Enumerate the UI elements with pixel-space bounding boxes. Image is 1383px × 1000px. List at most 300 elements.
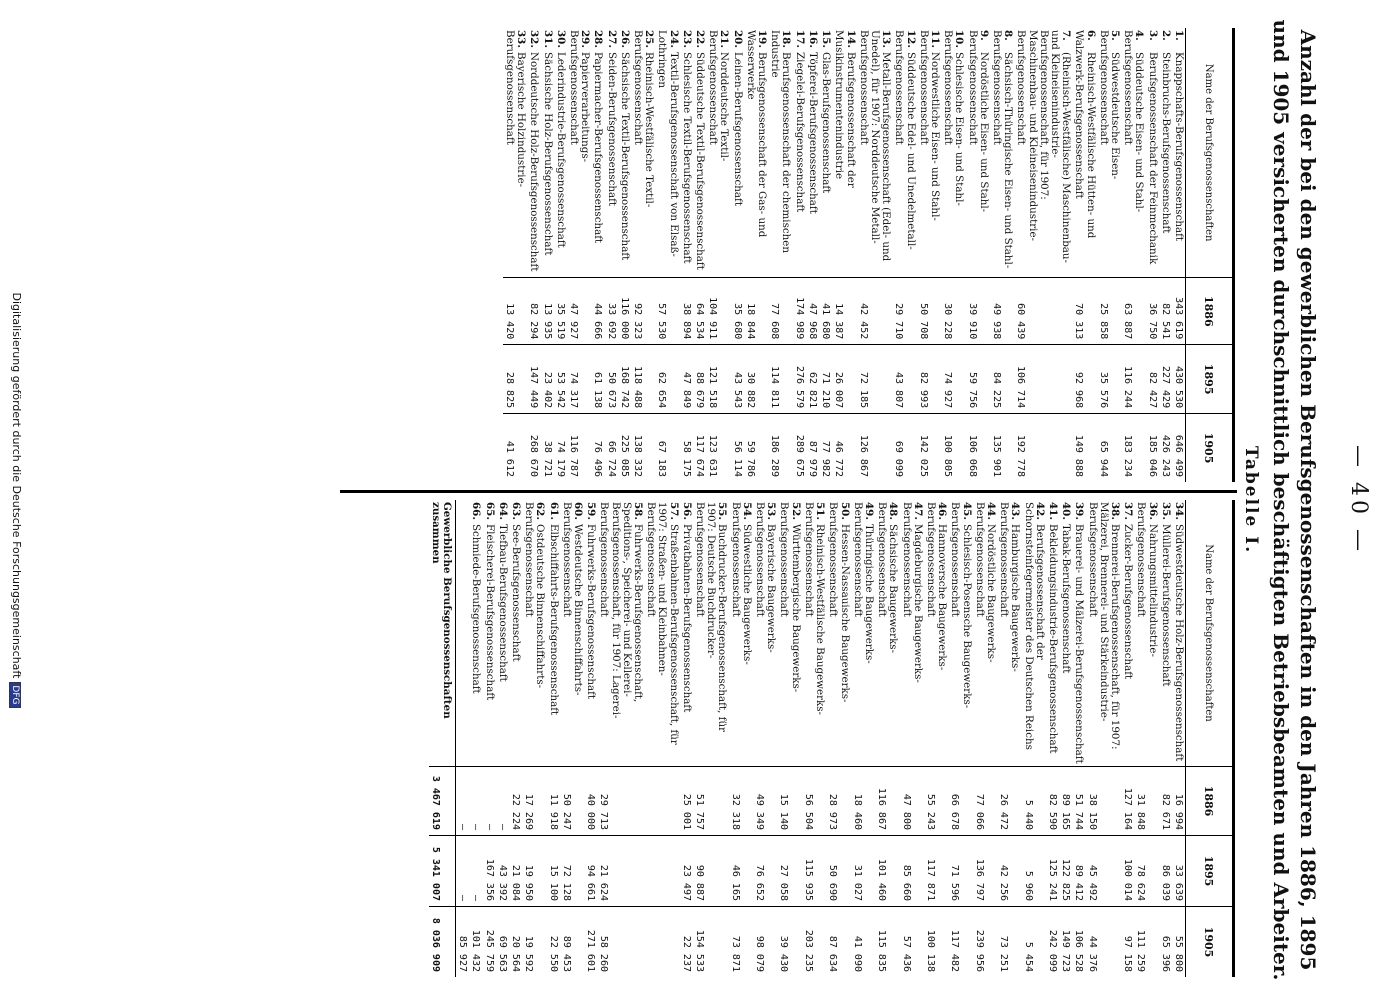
row-name [948, 500, 972, 767]
cell-1886: 51 744 [1072, 767, 1085, 836]
cell-1886: 39 910 [965, 278, 989, 345]
row-name [604, 28, 617, 278]
cell-1905: 106 528 [1073, 929, 1085, 972]
row-number: 22. [694, 30, 707, 48]
cell-1886: 50 247 [560, 767, 584, 836]
row-name [680, 28, 693, 278]
row-label: Westdeutsche Binnenschiffahrts-Berufsgenossenschaft [560, 502, 585, 696]
row-number: 60. [572, 502, 585, 520]
cell-1895: 27 058 [777, 836, 801, 907]
cell-1895: 114 811 [768, 345, 792, 414]
row-label: Norddeutsche Textil-Berufsgenossenschaft [707, 30, 731, 162]
cell-1886: 55 243 [924, 767, 948, 836]
row-label: Lederindustrie-Berufsgenossenschaft [554, 52, 567, 248]
row-name [706, 28, 730, 278]
cell-1905 [644, 907, 680, 978]
row-name [1172, 28, 1186, 278]
cell-1895: 15 100 [546, 836, 559, 907]
cell-1895: 78 624 [1134, 836, 1158, 907]
table-row [832, 28, 856, 482]
cell-1905: 85 927 [457, 935, 469, 972]
table-row [584, 500, 597, 977]
cell-1895: 59 756 [965, 345, 989, 414]
table-row [744, 28, 768, 482]
cell-1886: 15 140 [777, 767, 801, 836]
row-name [899, 500, 923, 767]
row-number: 20. [731, 30, 744, 48]
row-number: 11. [928, 30, 941, 48]
row-label: Sächsische Holz-Berufsgenossenschaft [541, 52, 554, 256]
table-row [990, 28, 1014, 482]
cell-1905: 58 175 [680, 440, 692, 477]
cell-1886: 64 534 [693, 278, 706, 345]
cell-1895: 53 542 [554, 345, 567, 414]
row-label: Tabak-Berufsgenossenschaft [1060, 524, 1073, 674]
row-label: Knappschafts-Berufsgenossenschaft [1173, 52, 1185, 242]
total-label: Gewerbliche Berufsgenossenschaften zusammen [429, 500, 456, 767]
cell-1895: 118 488 [631, 345, 655, 414]
cell-1895: 84 225 [990, 345, 1014, 414]
row-number: 6. [1084, 30, 1097, 41]
cell-1895: 42 256 [997, 836, 1021, 907]
cell-1886: 35 680 [730, 278, 743, 345]
row-name [1085, 500, 1121, 767]
row-label: Süddeutsche Eisen- und Stahl-Berufsgenossenschaft [1122, 30, 1146, 213]
cell-1905: 69 563 [496, 935, 508, 972]
row-label: Fuhrwerks-Berufsgenossenschaft, Speditions-, Speicherei- und Kellerei-Berufsgenossenschaft, für 1907: Lagerei-Berufsgenossenschaft [598, 502, 645, 719]
row-name [584, 500, 597, 767]
row-label: Schlesische Textil-Berufsgenossenschaft [680, 52, 693, 264]
row-name [777, 500, 801, 767]
cell-1895: 71 210 [819, 345, 832, 414]
cell-1905: 41 090 [851, 935, 863, 972]
cell-1895: 71 596 [948, 836, 972, 907]
row-number: 21. [718, 30, 731, 48]
row-label: Metall-Berufsgenossenschaft (Edel- und Unedel), für 1907: Norddeutsche Metall-Berufsgenossenschaft [857, 30, 893, 262]
cell-1905: 646 499 [1173, 434, 1184, 477]
row-name [965, 28, 989, 278]
cell-1905: 268 670 [528, 434, 540, 477]
table-row [948, 500, 972, 977]
row-name [597, 500, 644, 767]
row-name [832, 28, 856, 278]
row-label: Nordöstliche Baugewerks-Berufsgenossenschaft [973, 502, 997, 663]
table-row [560, 500, 584, 977]
cell-1895: 50 690 [826, 836, 850, 907]
cell-1895: 76 652 [753, 836, 777, 907]
left-table [503, 28, 1235, 482]
row-number: 8. [1002, 30, 1015, 41]
cell-1886: 38 150 [1085, 767, 1121, 836]
footer-text: Digitalisierung gefördert durch die Deutsche Forschungsgemeinschaft [10, 292, 23, 679]
cell-1886: 116 867 [875, 767, 899, 836]
cell-1905: 66 724 [605, 440, 617, 477]
cell-1905: 225 085 [618, 434, 630, 477]
cell-1905: 289 675 [793, 434, 805, 477]
row-label: Tiefbau-Berufsgenossenschaft [496, 524, 509, 682]
row-name [997, 500, 1021, 767]
cell-1886: 82 590 [1046, 767, 1059, 836]
row-number: 19. [756, 30, 769, 48]
header-1886: 1886 [1186, 767, 1234, 836]
row-number: 65. [483, 502, 496, 520]
row-label: Töpferei-Berufsgenossenschaft [806, 52, 819, 214]
cell-1895 [644, 836, 680, 907]
cell-1886: 25 858 [1097, 278, 1121, 345]
table-row [1121, 500, 1134, 977]
cell-1905: 76 496 [592, 440, 604, 477]
row-label: Rheinisch-Westfälische Textil-Berufsgenossenschaft [632, 30, 656, 208]
cell-1895: 101 460 [875, 836, 899, 907]
cell-1905: 89 453 [560, 935, 572, 972]
cell-1895: 26 007 [832, 345, 856, 414]
cell-1905: 186 289 [769, 434, 781, 477]
table-row [1172, 28, 1186, 482]
table-row [496, 500, 509, 977]
table-row [806, 28, 819, 482]
cell-1886: 18 460 [851, 767, 875, 836]
cell-1895: 50 673 [604, 345, 617, 414]
table-row [1159, 500, 1172, 977]
cell-1905: 55 800 [1173, 935, 1184, 972]
table-row [892, 28, 916, 482]
cell-1886: 116 000 [618, 278, 631, 345]
row-label: Bayerische Holzindustrie-Berufsgenossenschaft [504, 30, 528, 188]
cell-1905: 245 759 [483, 929, 495, 972]
cell-1895: 61 138 [591, 345, 604, 414]
row-number: 26. [618, 30, 631, 48]
row-number: 50. [838, 502, 851, 520]
right-table-header [1186, 500, 1234, 977]
cell-1905: 192 778 [1015, 434, 1027, 477]
cell-1895: 47 849 [680, 345, 693, 414]
cell-1886: 44 666 [591, 278, 604, 345]
row-name [456, 500, 470, 767]
row-number: 7. [1060, 30, 1073, 41]
cell-1886: 51 757 [693, 767, 729, 836]
table-row [997, 500, 1021, 977]
cell-1886: 31 848 [1134, 767, 1158, 836]
cell-1895: 125 241 [1046, 836, 1059, 907]
cell-1905: 100 805 [942, 434, 954, 477]
cell-1886: 50 708 [917, 278, 941, 345]
cell-1895: — [469, 836, 482, 907]
row-number: 58. [632, 502, 645, 520]
cell-1905: 142 025 [917, 434, 929, 477]
table-row [693, 28, 706, 482]
row-name [631, 28, 655, 278]
cell-1905: 149 723 [1060, 929, 1072, 972]
cell-1905: 138 332 [632, 434, 644, 477]
row-name [1172, 500, 1186, 767]
cell-1886: 174 989 [793, 278, 806, 345]
cell-1895: 82 993 [917, 345, 941, 414]
row-number: 25. [643, 30, 656, 48]
row-number: 27. [605, 30, 618, 48]
table-row [1172, 500, 1186, 977]
table-row [965, 28, 989, 482]
row-name [546, 500, 559, 767]
table-row [1021, 500, 1045, 977]
cell-1886: 92 323 [631, 278, 655, 345]
row-number: 14. [844, 30, 857, 48]
row-number: 35. [1159, 502, 1172, 520]
row-name [560, 500, 584, 767]
row-number: 37. [1122, 502, 1135, 520]
cell-1905: 154 533 [694, 929, 706, 972]
left-table-header [1186, 28, 1234, 482]
row-number: 51. [814, 502, 827, 520]
row-number: 66. [470, 502, 483, 520]
table-row [851, 500, 875, 977]
table-row [1121, 28, 1145, 482]
header-1886: 1886 [1186, 278, 1234, 345]
row-number: 28. [592, 30, 605, 48]
row-number: 15. [820, 30, 833, 48]
row-name [973, 500, 997, 767]
row-label: Buchdrucker-Berufsgenossenschaft, für 1907: Deutsche Buchdrucker-Berufsgenossenschaft [694, 502, 729, 733]
cell-1895: 136 797 [973, 836, 997, 907]
row-number: 55. [716, 502, 729, 520]
row-number: 42. [1033, 502, 1046, 520]
cell-1895: 45 492 [1085, 836, 1121, 907]
table-row [469, 500, 482, 977]
cell-1905: 116 787 [568, 434, 580, 477]
table-row [826, 500, 850, 977]
row-label: Nordwestliche Eisen- und Stahl-Berufsgenossenschaft [917, 30, 941, 221]
row-label: Schlesische Eisen- und Stahl-Berufsgenossenschaft [942, 30, 966, 206]
cell-1905: 38 721 [541, 440, 553, 477]
table-title: Tabelle I. [1241, 445, 1261, 555]
header-name: Name der Berufsgenossenschaften [1186, 500, 1234, 767]
table-row [680, 28, 693, 482]
row-number: 52. [789, 502, 802, 520]
cell-1895: 35 576 [1097, 345, 1121, 414]
row-name [644, 500, 680, 767]
cell-1886: 82 671 [1159, 767, 1172, 836]
row-name [1097, 28, 1121, 278]
table-row [793, 28, 806, 482]
cell-1886: 32 318 [728, 767, 752, 836]
cell-1905: 98 079 [754, 935, 766, 972]
row-label: Süddeutsche Textil-Berufsgenossenschaft [694, 52, 707, 270]
row-name [1021, 500, 1045, 767]
row-number: 9. [977, 30, 990, 41]
row-name [527, 28, 540, 278]
table-row [1097, 28, 1121, 482]
title-line-2: und 1905 versicherten durchschnittlich beschäftigten Betriebsbeamten und Arbeiter. [1269, 19, 1293, 981]
cell-1905: 58 260 [598, 935, 610, 972]
cell-1895: 23 402 [540, 345, 553, 414]
cell-1905: 106 068 [966, 434, 978, 477]
cell-1886: 14 387 [832, 278, 856, 345]
table-row [540, 28, 553, 482]
row-number: 56. [680, 502, 693, 520]
row-number: 54. [740, 502, 753, 520]
table-row [597, 500, 644, 977]
row-number: 31. [541, 30, 554, 48]
cell-1886: 63 887 [1121, 278, 1145, 345]
row-number: 43. [1009, 502, 1022, 520]
table-row [503, 28, 527, 482]
row-label: Berufsgenossenschaft der chemischen Industrie [769, 30, 793, 254]
cell-1886: 17 269 [522, 767, 546, 836]
table-row [522, 500, 546, 977]
row-name [917, 28, 941, 278]
row-label: Süddeutsche Edel- und Unedelmetall-Berufsgenossenschaft [893, 30, 917, 250]
row-label: Fleischerei-Berufsgenossenschaft [483, 524, 496, 701]
row-number: 48. [887, 502, 900, 520]
row-name [591, 28, 604, 278]
row-number: 3. [1146, 30, 1159, 41]
row-number: 46. [936, 502, 949, 520]
cell-1895: 43 807 [892, 345, 916, 414]
row-name [744, 28, 768, 278]
table-row [899, 500, 923, 977]
cell-1895: 72 128 [560, 836, 584, 907]
cell-1895: 88 679 [693, 345, 706, 414]
row-label: Ziegelei-Berufsgenossenschaft [793, 52, 806, 213]
cell-1895: 33 639 [1172, 836, 1186, 907]
row-number: 59. [585, 502, 598, 520]
row-name [924, 500, 948, 767]
table-row [618, 28, 631, 482]
cell-1895: 43 392 [496, 836, 509, 907]
cell-1886: 35 519 [554, 278, 567, 345]
row-name [693, 500, 729, 767]
row-name [540, 28, 553, 278]
cell-1905: 115 835 [876, 929, 888, 972]
table-row [706, 28, 730, 482]
cell-1886: 56 504 [802, 767, 826, 836]
table-row [917, 28, 941, 482]
row-label: Leinen-Berufsgenossenschaft [731, 52, 744, 206]
table-row [730, 28, 743, 482]
row-label: Südwestliche Baugewerks-Berufsgenossenschaft [729, 502, 753, 665]
cell-1886: 41 680 [819, 278, 832, 345]
cell-1886: 57 530 [655, 278, 679, 345]
row-name [990, 28, 1014, 278]
cell-1905: 19 592 [523, 935, 535, 972]
row-number: 36. [1146, 502, 1159, 520]
table-row [728, 500, 752, 977]
table-row [655, 28, 679, 482]
cell-1886: 82 294 [527, 278, 540, 345]
row-label: Hessen-Nassauische Baugewerks-Berufsgenossenschaft [827, 502, 851, 703]
cell-1886: 5 440 [1021, 767, 1045, 836]
cell-1895: 92 968 [1072, 345, 1096, 414]
cell-1886: 13 420 [503, 278, 527, 345]
right-table [429, 500, 1235, 977]
row-label: Privatbahnen-Berufsgenossenschaft [680, 524, 693, 713]
row-number: 23. [680, 30, 693, 48]
cell-1886: 38 894 [680, 278, 693, 345]
cell-1905: 39 430 [778, 935, 790, 972]
cell-1886: 28 973 [826, 767, 850, 836]
row-label: Brauerei- und Mälzerei-Berufsgenossenschaft [1073, 524, 1086, 764]
cell-1895: 62 821 [806, 345, 819, 414]
cell-1895: 115 935 [802, 836, 826, 907]
cell-1895: 5 960 [1021, 836, 1045, 907]
row-label: Berufsgenossenschaft der Gas- und Wasserwerke [744, 30, 769, 238]
table-row [546, 500, 559, 977]
cell-1886: 29 710 [892, 278, 916, 345]
cell-1886: 22 224 [509, 767, 522, 836]
row-number: 13. [880, 30, 893, 48]
cell-1895: 100 014 [1121, 836, 1134, 907]
cell-1886: 70 313 [1072, 278, 1096, 345]
row-number: 32. [528, 30, 541, 48]
header-1905: 1905 [1186, 414, 1234, 482]
row-name [618, 28, 631, 278]
table-row [456, 500, 470, 977]
cell-1905: 117 674 [694, 434, 706, 477]
row-label: Textil-Berufsgenossenschaft von Elsaß-Lothringen [656, 30, 680, 257]
cell-1886: 49 938 [990, 278, 1014, 345]
row-label: Sächsische Baugewerks-Berufsgenossenschaft [876, 502, 900, 654]
cell-1886: 82 541 [1159, 278, 1172, 345]
row-label: Thüringische Baugewerks-Berufsgenossenschaft [851, 502, 875, 664]
row-name [680, 500, 693, 767]
row-label: Fuhrwerks-Berufsgenossenschaft [585, 524, 598, 700]
cell-1905: 65 944 [1097, 440, 1109, 477]
row-name [1159, 500, 1172, 767]
cell-1905: 41 612 [504, 440, 516, 477]
row-name [875, 500, 899, 767]
cell-1886: 29 713 [597, 767, 644, 836]
row-label: Seiden-Berufsgenossenschaft [605, 52, 618, 207]
row-name [793, 28, 806, 278]
cell-1905: 22 550 [547, 935, 559, 972]
cell-1886: — [469, 767, 482, 836]
cell-1886 [644, 767, 680, 836]
cell-1895: 30 882 [744, 345, 768, 414]
cell-1886: 89 165 [1059, 767, 1072, 836]
table-row [941, 28, 965, 482]
cell-1905: 46 772 [833, 440, 845, 477]
cell-1895: 23 497 [680, 836, 693, 907]
row-label: Südwestdeutsche Eisen-Berufsgenossenschaft [1097, 30, 1121, 180]
cell-1905: 73 871 [729, 935, 741, 972]
table-row [680, 500, 693, 977]
table-row [1046, 500, 1059, 977]
row-number: 30. [554, 30, 567, 48]
cell-1895: 28 825 [503, 345, 527, 414]
row-number: 39. [1073, 502, 1086, 520]
row-number: 62. [534, 502, 547, 520]
cell-1905: 65 396 [1159, 935, 1171, 972]
cell-1886: 25 001 [680, 767, 693, 836]
cell-1905: 242 099 [1046, 929, 1058, 972]
cell-1905: 239 956 [973, 929, 985, 972]
row-label: Papiermacher-Berufsgenossenschaft [592, 52, 605, 244]
row-name [819, 28, 832, 278]
cell-1895: 86 039 [1159, 836, 1172, 907]
row-name [1121, 500, 1134, 767]
cell-1905: 44 376 [1086, 935, 1098, 972]
table-row [554, 28, 567, 482]
row-name [1159, 28, 1172, 278]
page-number: — 40 — [1346, 445, 1371, 555]
cell-1886: 60 439 [1014, 278, 1072, 345]
cell-1895: 227 429 [1159, 345, 1172, 414]
cell-1886: 26 472 [997, 767, 1021, 836]
cell-1905: 74 179 [554, 440, 566, 477]
row-name [851, 500, 875, 767]
row-name [806, 28, 819, 278]
cell-1895: 31 027 [851, 836, 875, 907]
cell-1886: — [496, 767, 509, 836]
